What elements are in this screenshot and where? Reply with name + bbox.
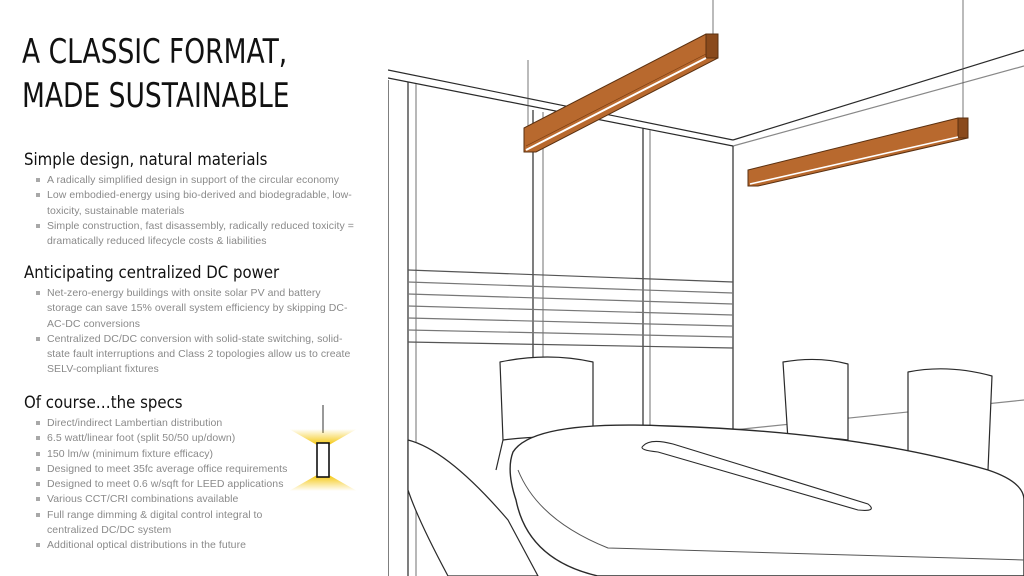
square-bullet-icon xyxy=(36,452,40,456)
square-bullet-icon xyxy=(36,513,40,517)
list-item: Direct/indirect Lambertian distribution xyxy=(36,416,296,431)
pendant-fixture xyxy=(748,118,968,186)
title-line-2: MADE SUSTAINABLE xyxy=(22,76,290,116)
square-bullet-icon xyxy=(36,291,40,295)
square-bullet-icon xyxy=(36,467,40,471)
list-item: Designed to meet 0.6 w/sqft for LEED applications xyxy=(36,477,296,492)
square-bullet-icon xyxy=(36,224,40,228)
fixture-section-icon xyxy=(287,403,359,495)
square-bullet-icon xyxy=(36,421,40,425)
section-heading: Anticipating centralized DC power xyxy=(24,263,280,283)
section-materials xyxy=(24,150,354,249)
list-item: Low embodied-energy using bio-derived and biodegradable, low-toxicity, sustainable materials xyxy=(36,188,354,219)
bullet-list xyxy=(24,173,354,249)
page-title xyxy=(22,30,290,118)
list-item: Various CCT/CRI combinations available xyxy=(36,492,296,507)
list-item: Simple construction, fast disassembly, radically reduced toxicity = dramatically reduced lifecycle costs & liabilities xyxy=(36,219,354,250)
square-bullet-icon xyxy=(36,543,40,547)
list-item: 150 lm/w (minimum fixture efficacy) xyxy=(36,447,296,462)
list-item: Net-zero-energy buildings with onsite solar PV and battery storage can save 15% overall system efficiency by skipping DC-AC-DC conversions xyxy=(36,286,354,332)
list-item: Centralized DC/DC conversion with solid-state switching, solid-state fault interruptions and Class 2 topologies allow us to create SELV-compliant fixtures xyxy=(36,332,354,378)
conference-room-illustration xyxy=(388,0,1024,576)
square-bullet-icon xyxy=(36,436,40,440)
square-bullet-icon xyxy=(36,482,40,486)
title-line-1: A CLASSIC FORMAT, xyxy=(22,32,288,72)
list-item: Designed to meet 35fc average office requirements xyxy=(36,462,296,477)
square-bullet-icon xyxy=(36,193,40,197)
bullet-list xyxy=(24,286,354,378)
square-bullet-icon xyxy=(36,178,40,182)
section-dc-power xyxy=(24,263,354,378)
square-bullet-icon xyxy=(36,337,40,341)
list-item: Full range dimming & digital control integral to centralized DC/DC system xyxy=(36,508,296,539)
square-bullet-icon xyxy=(36,497,40,501)
list-item: 6.5 watt/linear foot (split 50/50 up/down) xyxy=(36,431,296,446)
list-item: Additional optical distributions in the future xyxy=(36,538,296,553)
section-heading: Simple design, natural materials xyxy=(24,150,268,170)
bullet-list xyxy=(24,416,296,554)
pendant-fixture xyxy=(524,34,718,152)
section-heading: Of course…the specs xyxy=(24,393,183,413)
list-item: A radically simplified design in support of the circular economy xyxy=(36,173,354,188)
